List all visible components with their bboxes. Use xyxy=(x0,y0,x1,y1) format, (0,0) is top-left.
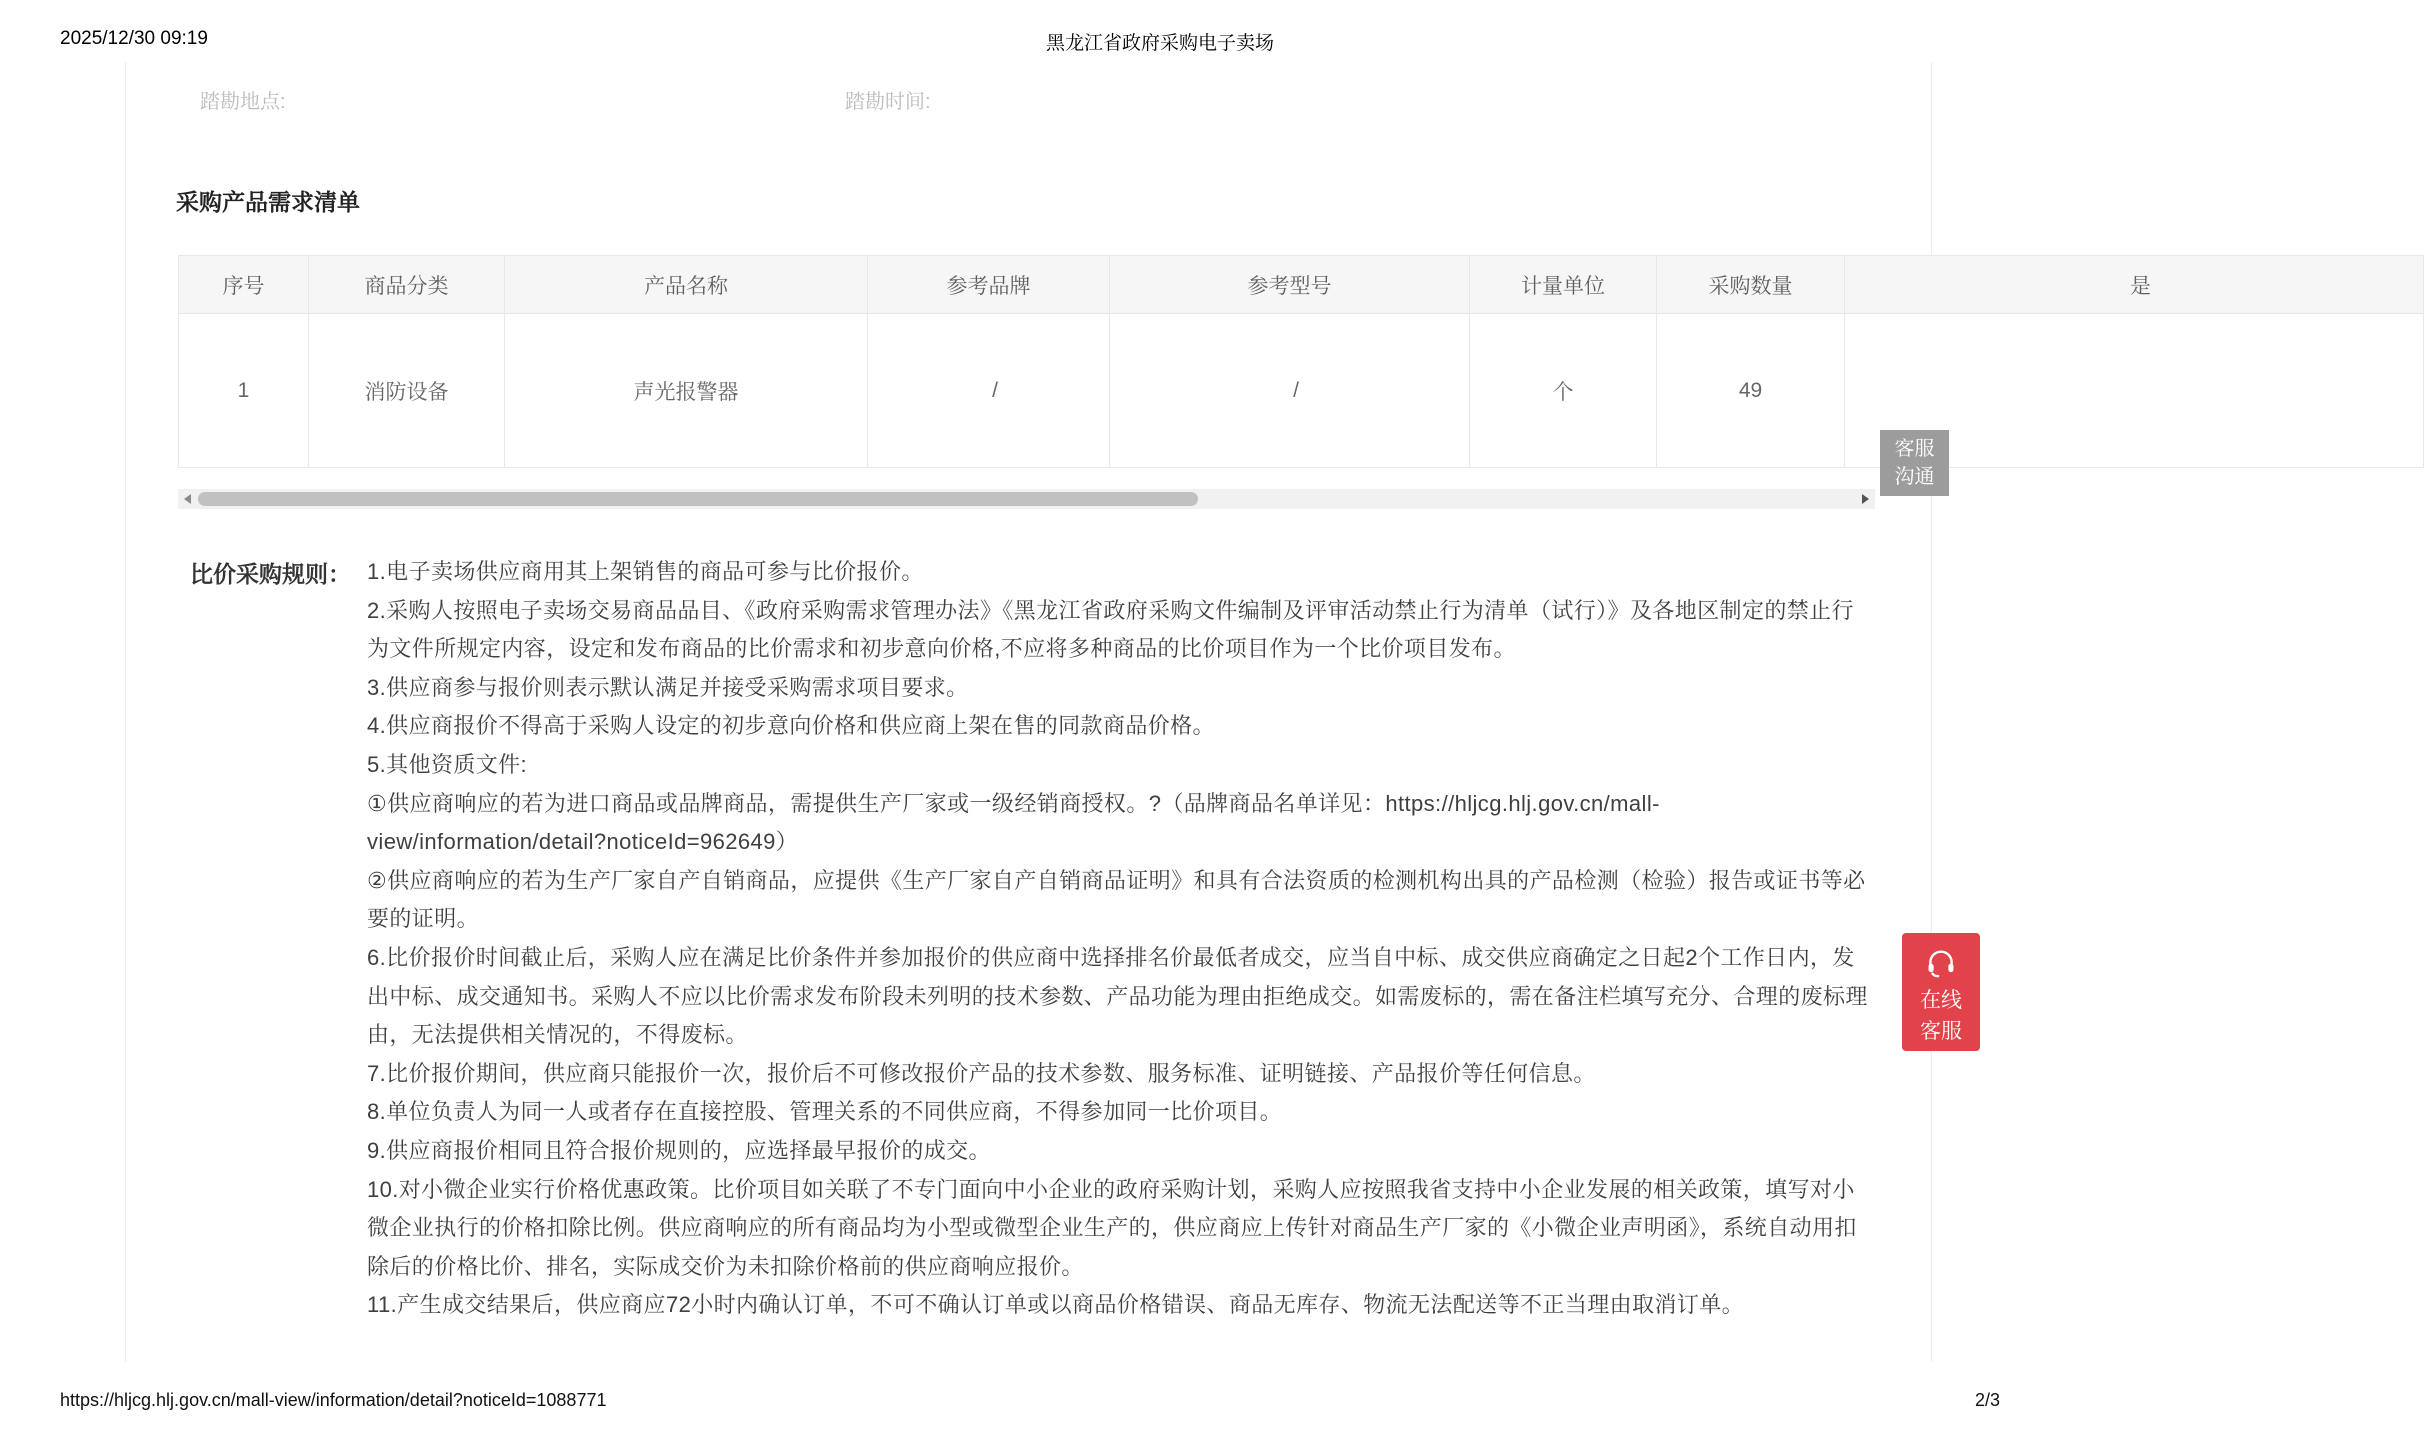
cell-model: / xyxy=(1110,314,1470,468)
table-header-row xyxy=(179,256,2424,314)
rule-item: 7.比价报价期间，供应商只能报价一次，报价后不可修改报价产品的技术参数、服务标准、证明链接、产品报价等任何信息。 xyxy=(367,1060,1596,1086)
rules-text-block xyxy=(367,553,1872,1325)
print-footer-url: https://hljcg.hlj.gov.cn/mall-view/information/detail?noticeId=1088771 xyxy=(60,1390,607,1410)
chat-button-label-line2: 沟通 xyxy=(1894,466,1935,488)
rule-item: ①供应商响应的若为进口商品或品牌商品，需提供生产厂家或一级经销商授权。?（品牌商品名单详见：https://hljcg.hlj.gov.cn/mall-view/information/detail?noticeId=962649） xyxy=(367,790,1660,855)
rules-section-label: 比价采购规则： xyxy=(190,561,351,587)
site-title: 黑龙江省政府采购电子卖场 xyxy=(1045,33,1274,54)
rule-item: 5.其他资质文件: xyxy=(367,751,528,777)
col-header-clipped: 是 xyxy=(1845,256,2424,314)
cell-quantity: 49 xyxy=(1657,314,1845,468)
customer-chat-button[interactable] xyxy=(1880,430,1949,496)
product-table xyxy=(178,255,2424,468)
col-header-seq: 序号 xyxy=(179,256,309,314)
rule-item: 4.供应商报价不得高于采购人设定的初步意向价格和供应商上架在售的同款商品价格。 xyxy=(367,713,1215,739)
online-service-label-line1: 在线 xyxy=(1920,989,1962,1012)
survey-location-label: 踏勘地点: xyxy=(200,91,286,113)
col-header-category: 商品分类 xyxy=(309,256,505,314)
col-header-product: 产品名称 xyxy=(505,256,868,314)
cell-seq: 1 xyxy=(179,314,309,468)
content-border-left xyxy=(125,62,126,1362)
col-header-unit: 计量单位 xyxy=(1470,256,1657,314)
cell-brand: / xyxy=(868,314,1110,468)
rule-item: 8.单位负责人为同一人或者存在直接控股、管理关系的不同供应商，不得参加同一比价项目。 xyxy=(367,1099,1283,1125)
col-header-brand: 参考品牌 xyxy=(868,256,1110,314)
headset-icon xyxy=(1924,946,1958,985)
rule-item: 2.采购人按照电子卖场交易商品品目、《政府采购需求管理办法》《黑龙江省政府采购文件编制及评审活动禁止行为清单（试行）》及各地区制定的禁止行为文件所规定内容，设定和发布商品的比价需求和初步意向价格,不应将多种商品的比价项目作为一个比价项目发布。 xyxy=(367,597,1854,662)
rule-item: 9.供应商报价相同且符合报价规则的，应选择最早报价的成交。 xyxy=(367,1137,991,1163)
page-title: 采购产品需求清单 xyxy=(176,189,360,215)
scroll-right-icon[interactable] xyxy=(1862,494,1869,504)
col-header-model: 参考型号 xyxy=(1110,256,1470,314)
online-service-label-line2: 客服 xyxy=(1920,1020,1962,1043)
rule-item: 11.产生成交结果后，供应商应72小时内确认订单，不可不确认订单或以商品价格错误、商品无库存、物流无法配送等不正当理由取消订单。 xyxy=(367,1292,1745,1318)
rule-item: 10.对小微企业实行价格优惠政策。比价项目如关联了不专门面向中小企业的政府采购计划，采购人应按照我省支持中小企业发展的相关政策，填写对小微企业执行的价格扣除比例。供应商响应的所有商品均为小型或微型企业生产的，供应商应上传针对商品生产厂家的《小微企业声明函》，系统自动用扣除后的价格比价、排名，实际成交价为未扣除价格前的供应商响应报价。 xyxy=(367,1176,1857,1279)
rule-item: ②供应商响应的若为生产厂家自产自销商品，应提供《生产厂家自产自销商品证明》和具有合法资质的检测机构出具的产品检测（检验）报告或证书等必要的证明。 xyxy=(367,867,1866,932)
rule-item: 6.比价报价时间截止后，采购人应在满足比价条件并参加报价的供应商中选择排名价最低者成交，应当自中标、成交供应商确定之日起2个工作日内，发出中标、成交通知书。采购人不应以比价需求发布阶段未列明的技术参数、产品功能为理由拒绝成交。如需废标的，需在备注栏填写充分、合理的废标理由，无法提供相关情况的，不得废标。 xyxy=(367,944,1868,1048)
online-service-button[interactable] xyxy=(1902,933,1980,1051)
chat-button-label-line1: 客服 xyxy=(1894,438,1935,460)
rule-item: 1.电子卖场供应商用其上架销售的商品可参与比价报价。 xyxy=(367,559,924,584)
scroll-left-icon[interactable] xyxy=(184,494,191,504)
page-indicator: 2/3 xyxy=(1974,1390,2000,1410)
cell-category: 消防设备 xyxy=(309,314,505,468)
col-header-quantity: 采购数量 xyxy=(1657,256,1845,314)
survey-time-label: 踏勘时间: xyxy=(845,91,931,113)
table-row xyxy=(179,314,2424,468)
print-timestamp: 2025/12/30 09:19 xyxy=(60,28,208,49)
scrollbar-thumb[interactable] xyxy=(198,492,1198,506)
horizontal-scrollbar[interactable] xyxy=(178,489,1875,509)
cell-unit: 个 xyxy=(1470,314,1657,468)
cell-product: 声光报警器 xyxy=(505,314,868,468)
rule-item: 3.供应商参与报价则表示默认满足并接受采购需求项目要求。 xyxy=(367,674,969,700)
